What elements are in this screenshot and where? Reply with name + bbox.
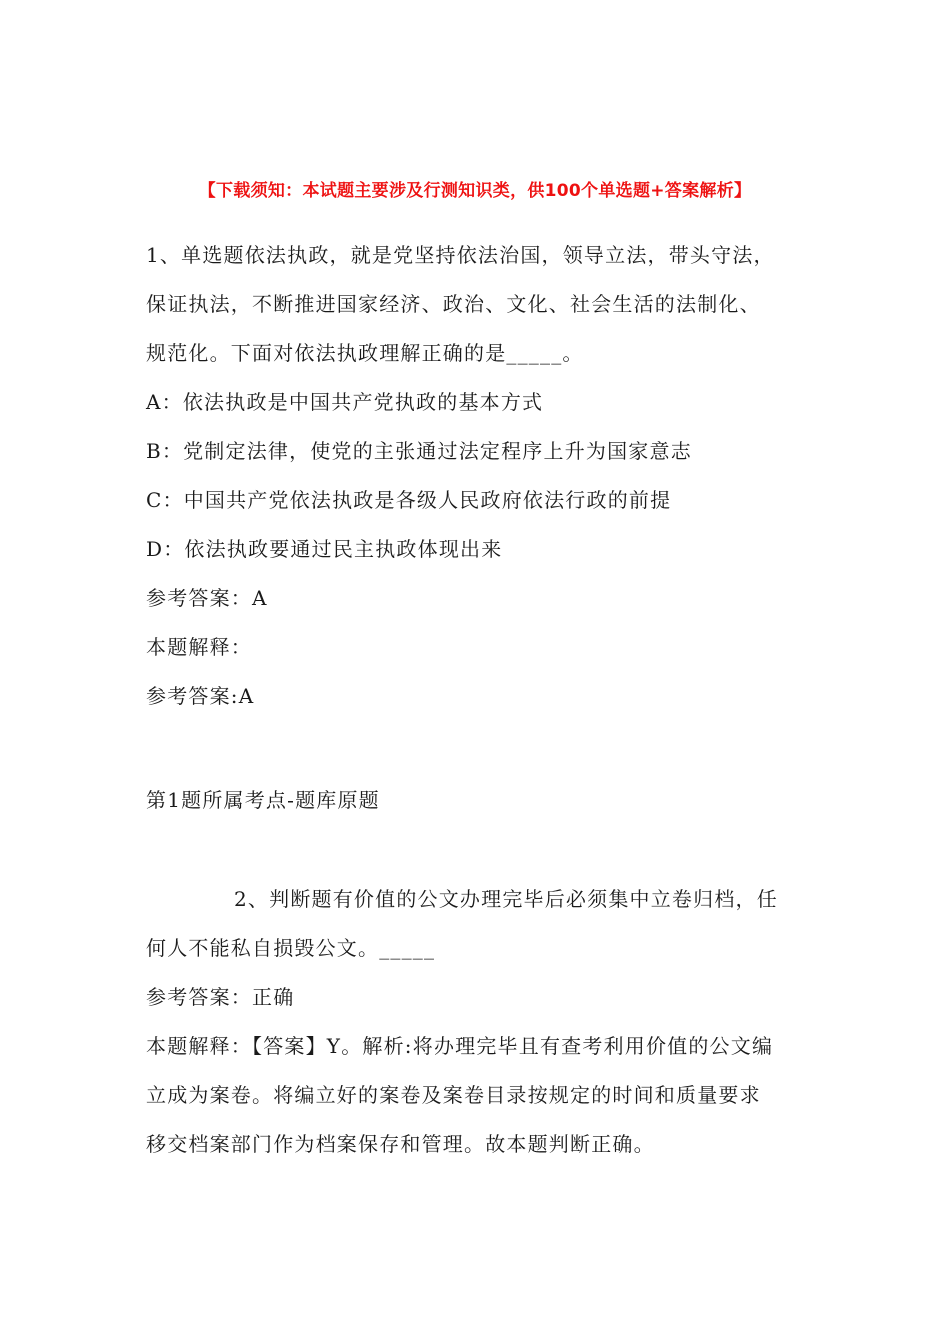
question-1-answer-repeat: 参考答案:A	[146, 684, 255, 708]
option-b: B：党制定法律，使党的主张通过法定程序上升为国家意志	[146, 439, 692, 463]
question-2-answer-block	[146, 973, 806, 1169]
question-1-explanation-label: 本题解释：	[146, 635, 252, 659]
option-c: C：中国共产党依法执政是各级人民政府依法行政的前提	[146, 488, 672, 512]
option-d: D：依法执政要通过民主执政体现出来	[146, 537, 503, 561]
download-notice: 【下载须知：本试题主要涉及行测知识类，供100个单选题+答案解析】	[198, 181, 752, 201]
knowledge-point-text: 第1题所属考点-题库原题	[146, 788, 380, 812]
question-2-stem-line: 何人不能私自损毁公文。_____	[146, 936, 436, 960]
question-1-answer: 参考答案：A	[146, 586, 268, 610]
question-1-stem-line: 规范化。下面对依法执政理解正确的是_____。	[146, 341, 584, 365]
question-2-explanation-line: 本题解释：【答案】Y。解析:将办理完毕且有查考利用价值的公文编	[146, 1034, 774, 1058]
question-2-stem-line: 2、判断题有价值的公文办理完毕后必须集中立卷归档，任	[234, 887, 778, 911]
question-1-stem	[146, 231, 806, 378]
question-1-stem-line: 保证执法，不断推进国家经济、政治、文化、社会生活的法制化、	[146, 292, 761, 316]
question-2-explanation-line: 立成为案卷。将编立好的案卷及案卷目录按规定的时间和质量要求	[146, 1083, 761, 1107]
option-a: A：依法执政是中国共产党执政的基本方式	[146, 390, 544, 414]
question-2-explanation-line: 移交档案部门作为档案保存和管理。故本题判断正确。	[146, 1132, 655, 1156]
question-2-answer: 参考答案：正确	[146, 985, 295, 1009]
question-1-knowledge-point	[146, 776, 806, 825]
question-1-options	[146, 378, 806, 721]
question-1-stem-line: 1、单选题依法执政，就是党坚持依法治国，领导立法，带头守法，	[146, 243, 775, 267]
question-2-stem	[146, 875, 806, 973]
